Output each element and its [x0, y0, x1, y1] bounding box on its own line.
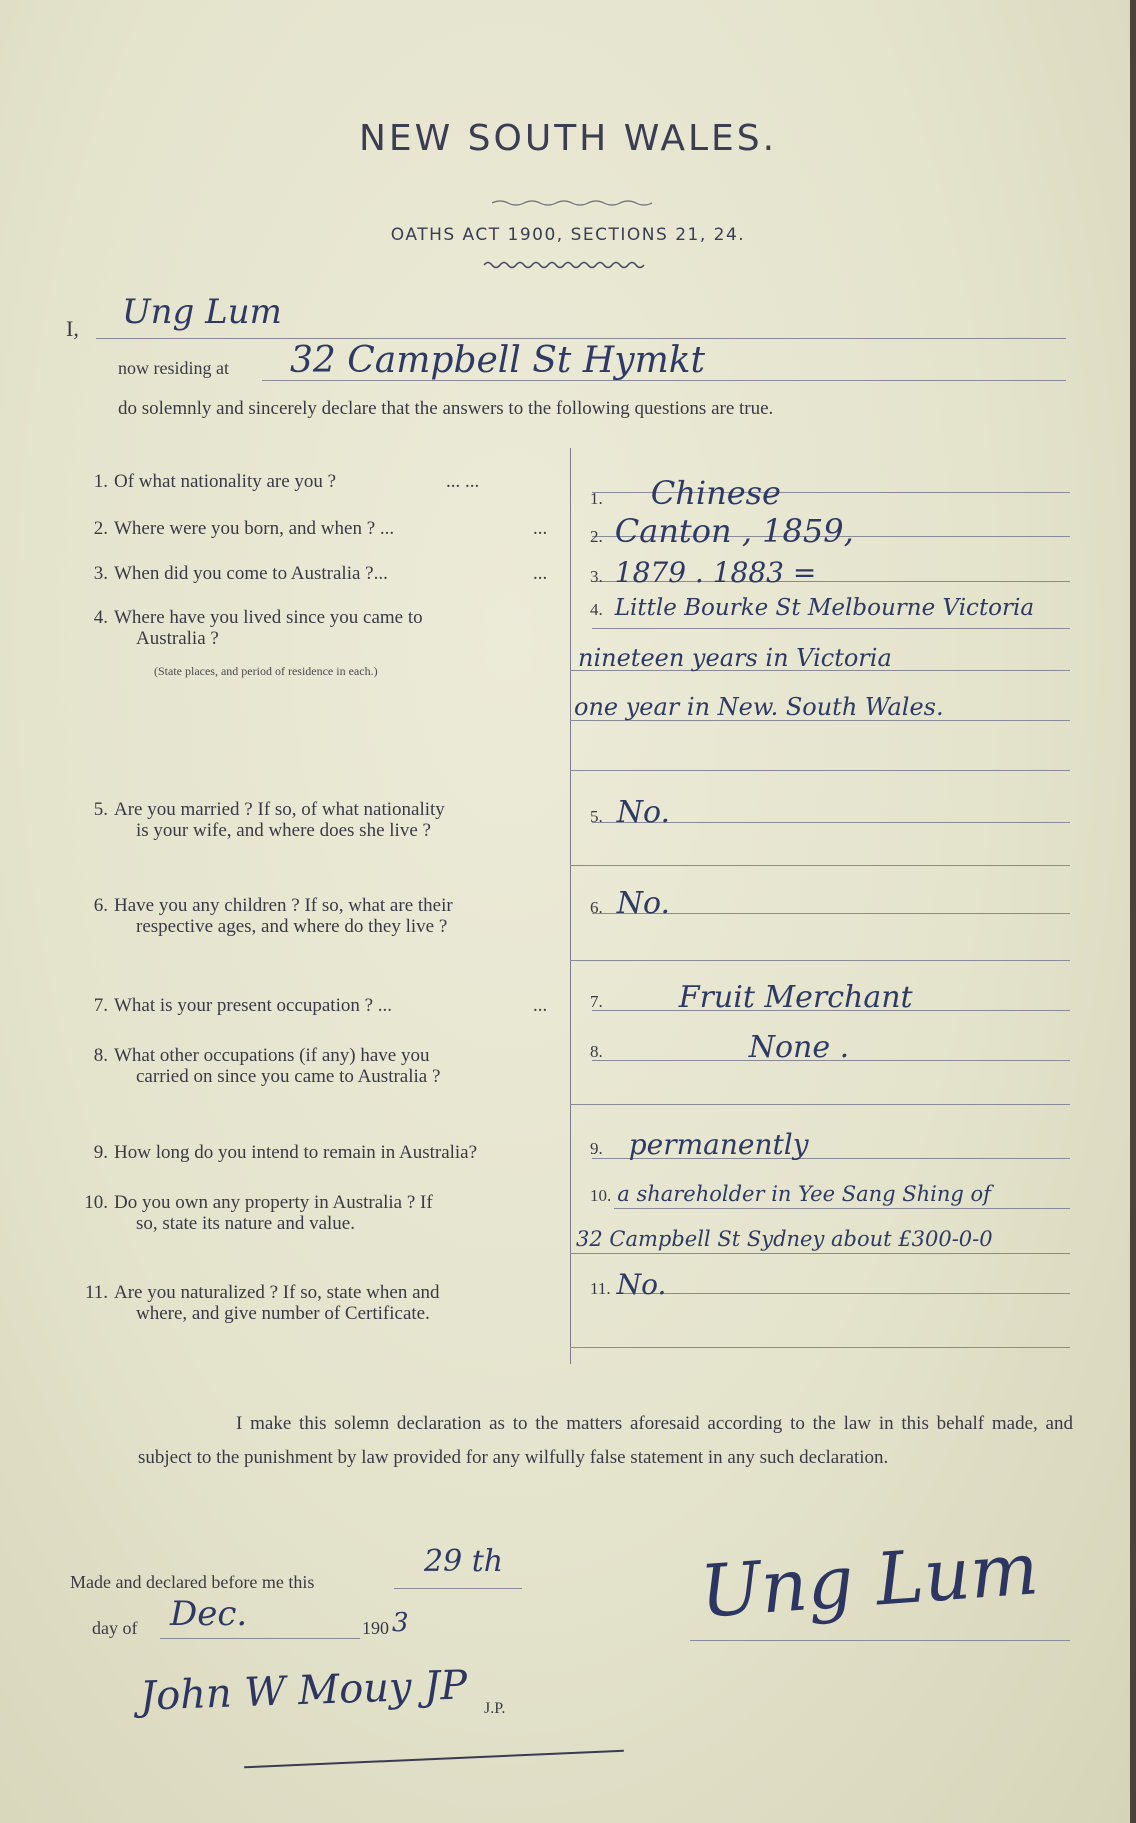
declaration-text: do solemnly and sincerely declare that the answers to the following questions are true.: [118, 398, 774, 419]
question-4-note: (State places, and period of residence in each.): [154, 664, 378, 678]
residing-label: now residing at: [118, 358, 229, 378]
day-of-label: day of: [92, 1618, 138, 1638]
answer-line-4d: [570, 770, 1070, 771]
made-label: Made and declared before me this: [70, 1572, 315, 1592]
answer-line-6b: [570, 960, 1070, 961]
day-line: [394, 1588, 522, 1589]
answer-5: 5. No.: [590, 795, 671, 830]
declarant-name: Ung Lum: [122, 292, 282, 332]
witness-signature: John W Mouy JP: [139, 1662, 468, 1720]
question-7: 7. What is your present occupation ? ... ...: [93, 995, 548, 1016]
question-8: 8. What other occupations (if any) have you carried on since you came to Australia ?: [93, 1045, 441, 1087]
month-value: Dec.: [170, 1594, 248, 1634]
answer-2: 2. Canton , 1859,: [590, 512, 854, 550]
answer-line-8b: [570, 1104, 1070, 1105]
answer-8: 8. None .: [590, 1030, 850, 1065]
answer-4: 4. Little Bourke St Melbourne Victoria: [590, 595, 1035, 621]
page-subtitle: OATHS ACT 1900, SECTIONS 21, 24.: [390, 225, 746, 245]
witness-line: [244, 1750, 624, 1769]
column-divider: [570, 448, 571, 1364]
ornament-rule-bottom: [482, 258, 652, 272]
page-title: NEW SOUTH WALES.: [358, 118, 778, 159]
answer-line-10a: [614, 1208, 1070, 1209]
answer-7: 7. Fruit Merchant: [590, 980, 913, 1015]
answer-4-line-2: nineteen years in Victoria: [578, 644, 892, 672]
signature-line: [690, 1640, 1070, 1641]
question-4: 4. Where have you lived since you came to Australia ? (State places, and period of residence in each.): [78, 607, 563, 682]
answer-10-line-2: 32 Campbell St Sydney about £300-0-0: [576, 1227, 993, 1251]
name-line: [96, 338, 1066, 339]
answer-line-4a: [592, 628, 1070, 629]
question-3: 3. When did you come to Australia ?... ...: [93, 563, 548, 584]
year-value: 3: [392, 1608, 409, 1638]
question-1: 1. Of what nationality are you ? ... ...: [93, 471, 480, 492]
answer-10: 10. a shareholder in Yee Sang Shing of: [590, 1182, 991, 1206]
address-line: [262, 380, 1066, 381]
question-10: 10. Do you own any property in Australia ? If so, state its nature and value.: [84, 1192, 433, 1234]
question-6: 6. Have you any children ? If so, what are their respective ages, and where do they live ?: [93, 895, 453, 937]
answer-9: 9. permanently: [590, 1128, 809, 1161]
ornament-rule-top: [490, 196, 660, 210]
jp-label: J.P.: [484, 1700, 506, 1717]
answer-11: 11. No.: [590, 1268, 667, 1301]
declarant-signature: Ung Lum: [697, 1526, 1042, 1634]
question-11: 11. Are you naturalized ? If so, state when and where, and give number of Certificate.: [84, 1282, 440, 1324]
answer-1: 1. Chinese: [590, 474, 781, 512]
answer-line-11a: [616, 1293, 1070, 1294]
question-5: 5. Are you married ? If so, of what nationality is your wife, and where does she live ?: [93, 799, 445, 841]
answer-line-11b: [570, 1347, 1070, 1348]
question-2: 2. Where were you born, and when ? ... ...: [93, 518, 548, 539]
day-value: 29 th: [424, 1544, 504, 1579]
month-line: [160, 1638, 360, 1639]
declarant-prefix: I,: [66, 316, 79, 341]
answer-line-5b: [570, 865, 1070, 866]
question-9: 9. How long do you intend to remain in Australia?: [93, 1142, 478, 1163]
answer-4-line-3: one year in New. South Wales.: [574, 693, 944, 721]
answer-line-10b: [570, 1253, 1070, 1254]
answer-3: 3. 1879 . 1883 =: [590, 556, 817, 589]
closing-paragraph: I make this solemn declaration as to the matters aforesaid according to the law in this behalf made, and subject to the punishment by law provided for any wilfully false statement in any such declaration.: [138, 1413, 1073, 1468]
declarant-address: 32 Campbell St Hymkt: [290, 340, 705, 381]
year-prefix: 190: [362, 1618, 389, 1638]
answer-6: 6. No.: [590, 886, 671, 921]
